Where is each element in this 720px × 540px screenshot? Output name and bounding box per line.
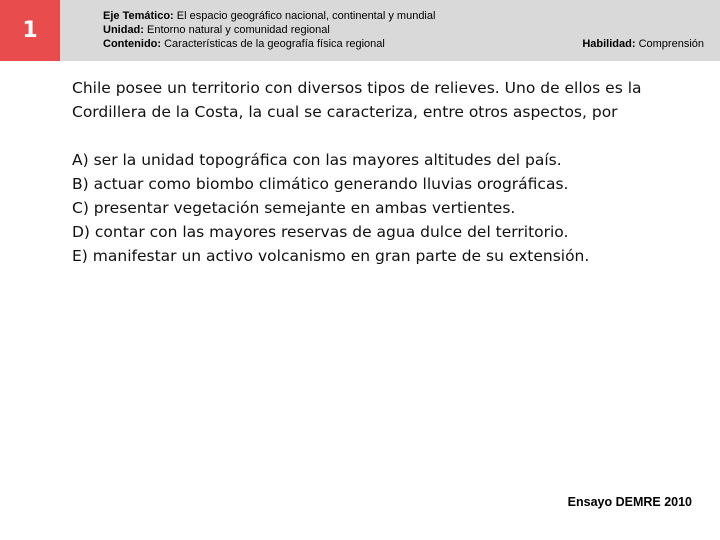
topic-meta [103,9,435,51]
eje-value: El espacio geográfico nacional, continental y mundial [173,10,436,22]
contenido-line [103,37,435,51]
habilidad-value: Comprensión [635,38,704,50]
contenido-value: Características de la geografía física regional [161,38,385,50]
option-a: A) ser la unidad topográfica con las mayores altitudes del país. [72,151,562,169]
unidad-label: Unidad: [103,24,144,36]
option-b: B) actuar como biombo climático generando lluvias orográficas. [72,175,569,193]
source-label: Ensayo DEMRE 2010 [567,495,692,509]
eje-label: Eje Temático: [103,10,174,22]
option-d: D) contar con las mayores reservas de agua dulce del territorio. [72,223,569,241]
eje-line [103,9,435,23]
contenido-label: Contenido: [103,38,162,50]
header-bar [0,0,720,61]
question-number: 1 [0,0,60,61]
question-line-2: Cordillera de la Costa, la cual se caracteriza, entre otros aspectos, por [72,103,618,121]
option-c: C) presentar vegetación semejante en ambas vertientes. [72,199,516,217]
question-text [72,76,692,124]
unidad-value: Entorno natural y comunidad regional [143,24,330,36]
option-e: E) manifestar un activo volcanismo en gran parte de su extensión. [72,247,590,265]
habilidad-label: Habilidad: [582,38,636,50]
unidad-line [103,23,435,37]
question-line-1: Chile posee un territorio con diversos tipos de relieves. Uno de ellos es la [72,79,642,97]
answer-options [72,148,702,268]
skill-meta [582,37,704,51]
